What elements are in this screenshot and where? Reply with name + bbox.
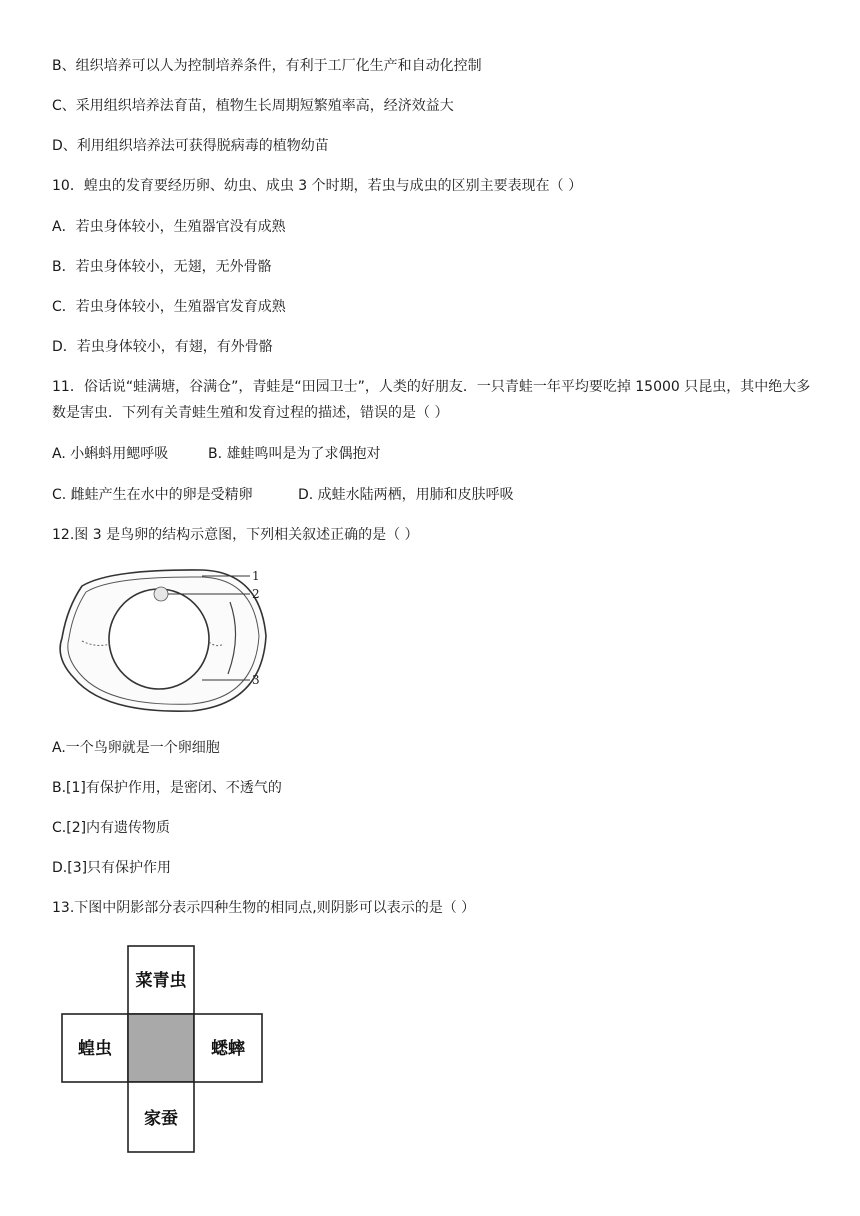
cross-center-shaded-cell	[128, 1014, 194, 1082]
egg-label-3: 3	[252, 673, 260, 687]
cross-right-label: 蟋蟀	[211, 1039, 245, 1059]
egg-label-2: 2	[252, 587, 260, 601]
q11-option-b: B. 雄蛙鸣叫是为了求偶抱对	[208, 446, 381, 462]
q10-option-d: D．若虫身体较小，有翅，有外骨骼	[52, 339, 273, 355]
q11-options-row-2	[52, 485, 514, 505]
q12-option-c: C.[2]内有遗传物质	[52, 820, 171, 836]
q11-option-d: D. 成蛙水陆两栖，用肺和皮肤呼吸	[298, 487, 514, 503]
q12-option-d: D.[3]只有保护作用	[52, 860, 172, 876]
bird-egg-diagram	[52, 566, 278, 714]
q11-option-a: A. 小蝌蚪用鳃呼吸	[52, 446, 169, 462]
q9-option-c: C、采用组织培养法育苗，植物生长周期短繁殖率高，经济效益大	[52, 98, 454, 114]
q10-option-c: C．若虫身体较小，生殖器官发育成熟	[52, 299, 286, 315]
cross-left-label: 蝗虫	[78, 1039, 112, 1059]
q11-options-row-1	[52, 444, 381, 464]
q11-option-c: C. 雌蛙产生在水中的卵是受精卵	[52, 487, 253, 503]
q11-stem: 11．俗话说“蛙满塘，谷满仓”，青蛙是“田园卫士”，人类的好朋友．一只青蛙一年平均要吃掉 15000 只昆虫，其中绝大多数是害虫．下列有关青蛙生殖和发育过程的描述，错误的是（ ）	[52, 379, 811, 421]
q9-option-b: B、组织培养可以人为控制培养条件，有利于工厂化生产和自动化控制	[52, 58, 482, 74]
q10-option-b: B．若虫身体较小，无翅，无外骨骼	[52, 259, 272, 275]
q10-option-a: A．若虫身体较小，生殖器官没有成熟	[52, 219, 286, 235]
egg-label-1: 1	[252, 569, 260, 583]
egg-germinal-disc	[154, 587, 168, 601]
cross-top-label: 菜青虫	[135, 971, 187, 991]
egg-yolk-membrane	[109, 589, 209, 689]
cross-bottom-label: 家蚕	[144, 1109, 178, 1129]
q10-stem: 10．蝗虫的发育要经历卵、幼虫、成虫 3 个时期，若虫与成虫的区别主要表现在（ ）	[52, 178, 583, 194]
q13-stem: 13.下图中阴影部分表示四种生物的相同点,则阴影可以表示的是（ ）	[52, 900, 476, 916]
q12-stem: 12.图 3 是鸟卵的结构示意图，下列相关叙述正确的是（ ）	[52, 527, 419, 543]
q12-option-b: B.[1]有保护作用，是密闭、不透气的	[52, 780, 282, 796]
q12-option-a: A.一个鸟卵就是一个卵细胞	[52, 740, 220, 756]
four-organism-cross-diagram	[58, 944, 268, 1156]
q9-option-d: D、利用组织培养法可获得脱病毒的植物幼苗	[52, 138, 329, 154]
